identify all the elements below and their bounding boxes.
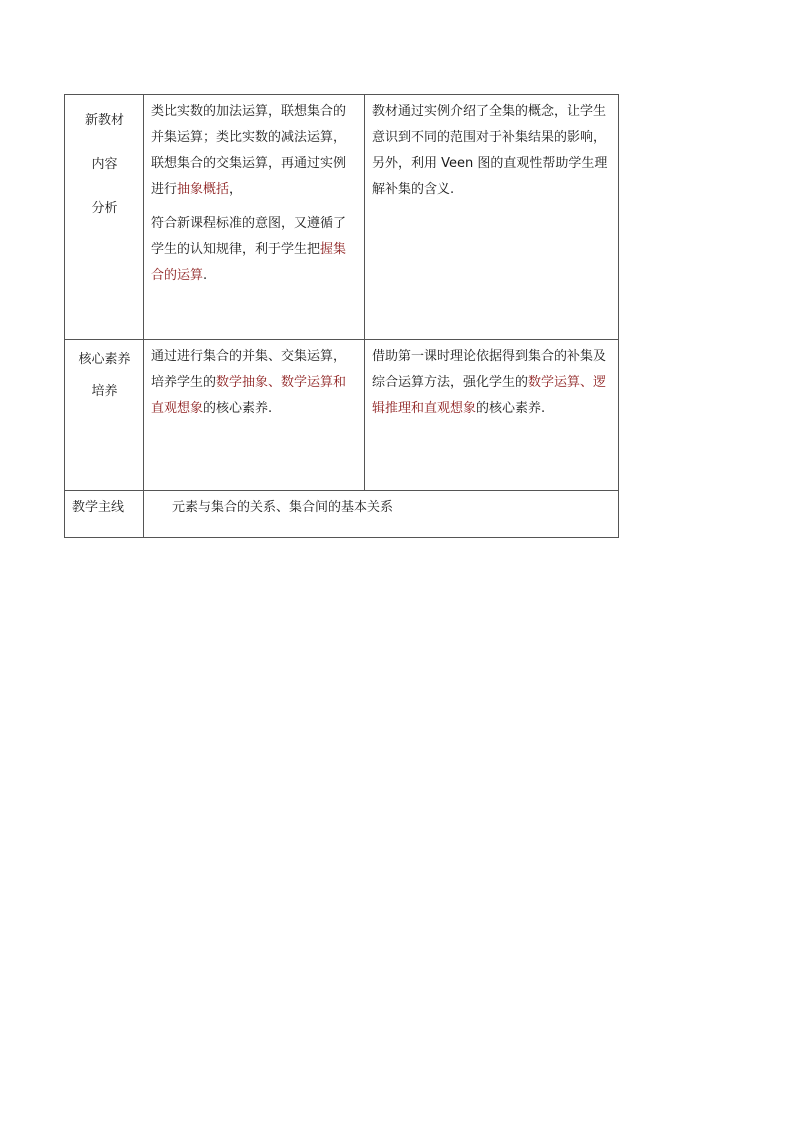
old-textbook-analysis-cell: [144, 95, 365, 340]
lesson-analysis-table: [64, 94, 619, 538]
label-line: 内容: [91, 157, 118, 172]
paragraph-text: 借助第一课时理论依据得到集合的补集及综合运算方法，强化学生的: [372, 349, 607, 390]
highlighted-term: 数学运算、逻辑推理和直观想象: [372, 375, 607, 416]
highlighted-term: 握集合的运算: [151, 242, 347, 283]
row-label-teaching-mainline: 教学主线: [65, 491, 144, 538]
analysis-paragraph: [151, 211, 358, 289]
new-textbook-analysis-cell: [365, 95, 619, 340]
highlighted-term: 数学抽象、数学运算和直观想象: [151, 375, 347, 416]
table-row-core-literacy: [65, 340, 619, 491]
core-literacy-cell-1: [144, 340, 365, 491]
paragraph-text: .: [203, 268, 208, 283]
paragraph-text: ，: [229, 182, 243, 197]
paragraph-text: 类比实数的加法运算，联想集合的并集运算；类比实数的减法运算，联想集合的交集运算，再通过实例进行: [151, 104, 347, 197]
table-row-teaching-mainline: [65, 491, 619, 538]
core-literacy-cell-2: [365, 340, 619, 491]
label-line: 分析: [91, 201, 118, 216]
analysis-paragraph: 教材通过实例介绍了全集的概念，让学生意识到不同的范围对于补集结果的影响，另外，利用 Veen 图的直观性帮助学生理解补集的含义.: [372, 104, 608, 197]
label-line: 培养: [91, 384, 118, 399]
paragraph-text: 通过进行集合的并集、交集运算，培养学生的: [151, 349, 347, 390]
paragraph-text: 的核心素养.: [476, 401, 546, 416]
teaching-mainline-cell: 元素与集合的关系、集合间的基本关系: [144, 491, 619, 538]
row-label-core-literacy: [65, 340, 144, 491]
paragraph-text: 的核心素养.: [203, 401, 273, 416]
label-line: 核心素养: [78, 352, 131, 367]
highlighted-term: 抽象概括: [177, 182, 230, 197]
row-label-content-analysis: [65, 95, 144, 340]
analysis-paragraph: [151, 99, 358, 203]
paragraph-text: 符合新课程标准的意图，又遵循了学生的认知规律，利于学生把: [151, 216, 347, 257]
table-row-content-analysis: [65, 95, 619, 340]
label-line: 新教材: [84, 113, 124, 128]
